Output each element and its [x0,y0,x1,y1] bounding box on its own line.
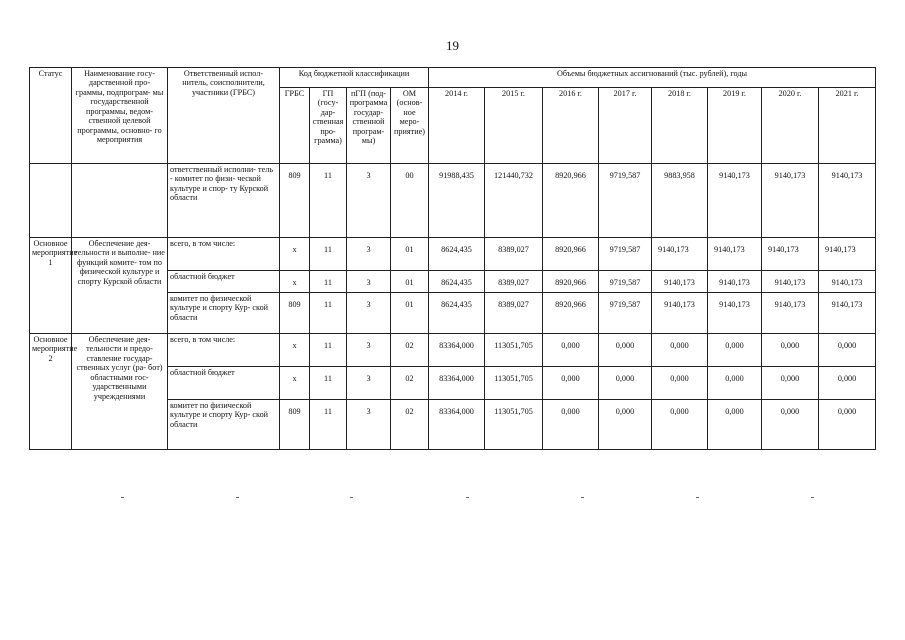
grbs-cell: х [280,238,310,271]
grbs-cell: 809 [280,164,310,238]
header-year: 2015 г. [485,88,543,164]
gp-cell: 11 [310,367,347,400]
scan-mark [581,497,584,498]
header-budget-code: Код бюджетной классификации [280,68,429,88]
header-grbs: ГРБС [280,88,310,164]
value-cell: 9883,958 [652,164,708,238]
value-cell: 9140,173 [762,271,819,293]
value-cell: 8920,966 [543,164,599,238]
budget-table [29,67,876,450]
page-number: 19 [446,38,459,53]
om-cell: 00 [391,164,429,238]
value-cell: 9140,173 [762,238,819,271]
value-cell: 9719,587 [599,164,652,238]
value-cell: 9140,173 [652,293,708,334]
value-cell: 9140,173 [652,238,708,271]
pgp-cell: 3 [347,334,391,367]
pgp-cell: 3 [347,238,391,271]
value-cell: 9140,173 [762,293,819,334]
table-row [30,334,876,367]
value-cell: 8624,435 [429,293,485,334]
pgp-cell: 3 [347,367,391,400]
scan-mark [236,497,239,498]
header-responsible: Ответственный испол- нитель, соисполнители, участники (ГРБС) [168,68,280,164]
grbs-cell: х [280,334,310,367]
header-pgp: пГП (под- программа государ- ственной програм- мы) [347,88,391,164]
responsible-cell: всего, в том числе: [168,238,280,271]
value-cell: 0,000 [819,334,876,367]
value-cell: 121440,732 [485,164,543,238]
value-cell: 0,000 [819,400,876,450]
table-header [30,68,876,164]
value-cell: 9140,173 [708,271,762,293]
table-row [30,238,876,271]
value-cell: 0,000 [543,367,599,400]
value-cell: 9719,587 [599,271,652,293]
gp-cell: 11 [310,271,347,293]
value-cell: 8624,435 [429,271,485,293]
scan-mark [811,497,814,498]
value-cell: 9140,173 [652,271,708,293]
value-cell: 0,000 [599,334,652,367]
om-cell: 01 [391,293,429,334]
value-cell: 9140,173 [819,271,876,293]
status-cell: Основное мероприятие 1 [30,238,72,334]
table-row [30,164,876,238]
scan-mark [121,497,124,498]
value-cell: 0,000 [652,334,708,367]
pgp-cell: 3 [347,400,391,450]
value-cell: 83364,000 [429,334,485,367]
gp-cell: 11 [310,164,347,238]
header-year: 2021 г. [819,88,876,164]
scan-mark [466,497,469,498]
gp-cell: 11 [310,293,347,334]
responsible-cell: ответственный исполни- тель - комитет по физи- ческой культуре и спор- ту Курской области [168,164,280,238]
header-year: 2014 г. [429,88,485,164]
value-cell: 9719,587 [599,293,652,334]
om-cell: 02 [391,334,429,367]
grbs-cell: 809 [280,293,310,334]
value-cell: 113051,705 [485,400,543,450]
name-cell: Обеспечение дея- тельности и предо- ставление государ- ственных услуг (ра- бот) областными гос- ударственными учреждениями [72,334,168,450]
value-cell: 0,000 [543,400,599,450]
grbs-cell: 809 [280,400,310,450]
value-cell: 0,000 [543,334,599,367]
pgp-cell: 3 [347,164,391,238]
value-cell: 9140,173 [708,293,762,334]
om-cell: 02 [391,367,429,400]
responsible-cell: областной бюджет [168,271,280,293]
value-cell: 0,000 [708,334,762,367]
responsible-cell: комитет по физической культуре и спорту Кур- ской области [168,400,280,450]
gp-cell: 11 [310,334,347,367]
status-cell [30,164,72,238]
status-cell: Основное мероприятие 2 [30,334,72,450]
header-year: 2018 г. [652,88,708,164]
om-cell: 01 [391,271,429,293]
value-cell: 9140,173 [708,238,762,271]
scan-mark [350,497,353,498]
value-cell: 0,000 [762,334,819,367]
value-cell: 91988,435 [429,164,485,238]
value-cell: 9719,587 [599,238,652,271]
value-cell: 0,000 [708,400,762,450]
header-volumes: Объемы бюджетных ассигнований (тыс. рублей), годы [429,68,876,88]
grbs-cell: х [280,367,310,400]
value-cell: 8920,966 [543,238,599,271]
value-cell: 0,000 [652,400,708,450]
scan-mark [696,497,699,498]
responsible-cell: областной бюджет [168,367,280,400]
header-status: Статус [30,68,72,164]
value-cell: 8389,027 [485,271,543,293]
value-cell: 113051,705 [485,367,543,400]
value-cell: 9140,173 [819,164,876,238]
header-om: ОМ (основ- ное меро- приятие) [391,88,429,164]
value-cell: 0,000 [599,367,652,400]
value-cell: 8920,966 [543,271,599,293]
om-cell: 02 [391,400,429,450]
header-year: 2017 г. [599,88,652,164]
pgp-cell: 3 [347,293,391,334]
value-cell: 9140,173 [762,164,819,238]
value-cell: 0,000 [762,367,819,400]
value-cell: 0,000 [819,367,876,400]
value-cell: 0,000 [652,367,708,400]
value-cell: 0,000 [599,400,652,450]
value-cell: 8389,027 [485,238,543,271]
header-year: 2019 г. [708,88,762,164]
value-cell: 83364,000 [429,400,485,450]
om-cell: 01 [391,238,429,271]
pgp-cell: 3 [347,271,391,293]
responsible-cell: всего, в том числе: [168,334,280,367]
value-cell: 8920,966 [543,293,599,334]
header-year: 2020 г. [762,88,819,164]
header-name: Наименование госу- дарственной про- граммы, подпрограм- мы государственной программы, ведом- ственной целевой программы, основно- го мероприятия [72,68,168,164]
name-cell: Обеспечение дея- тельности и выполне- ние функций комите- том по физической культуре и спорту Курской области [72,238,168,334]
gp-cell: 11 [310,400,347,450]
value-cell: 9140,173 [819,238,876,271]
value-cell: 83364,000 [429,367,485,400]
gp-cell: 11 [310,238,347,271]
responsible-cell: комитет по физической культуре и спорту Кур- ской области [168,293,280,334]
value-cell: 9140,173 [819,293,876,334]
value-cell: 0,000 [708,367,762,400]
value-cell: 113051,705 [485,334,543,367]
value-cell: 8624,435 [429,238,485,271]
value-cell: 0,000 [762,400,819,450]
header-gp: ГП (госу- дар- ственная про- грамма) [310,88,347,164]
value-cell: 8389,027 [485,293,543,334]
grbs-cell: х [280,271,310,293]
header-year: 2016 г. [543,88,599,164]
name-cell [72,164,168,238]
value-cell: 9140,173 [708,164,762,238]
